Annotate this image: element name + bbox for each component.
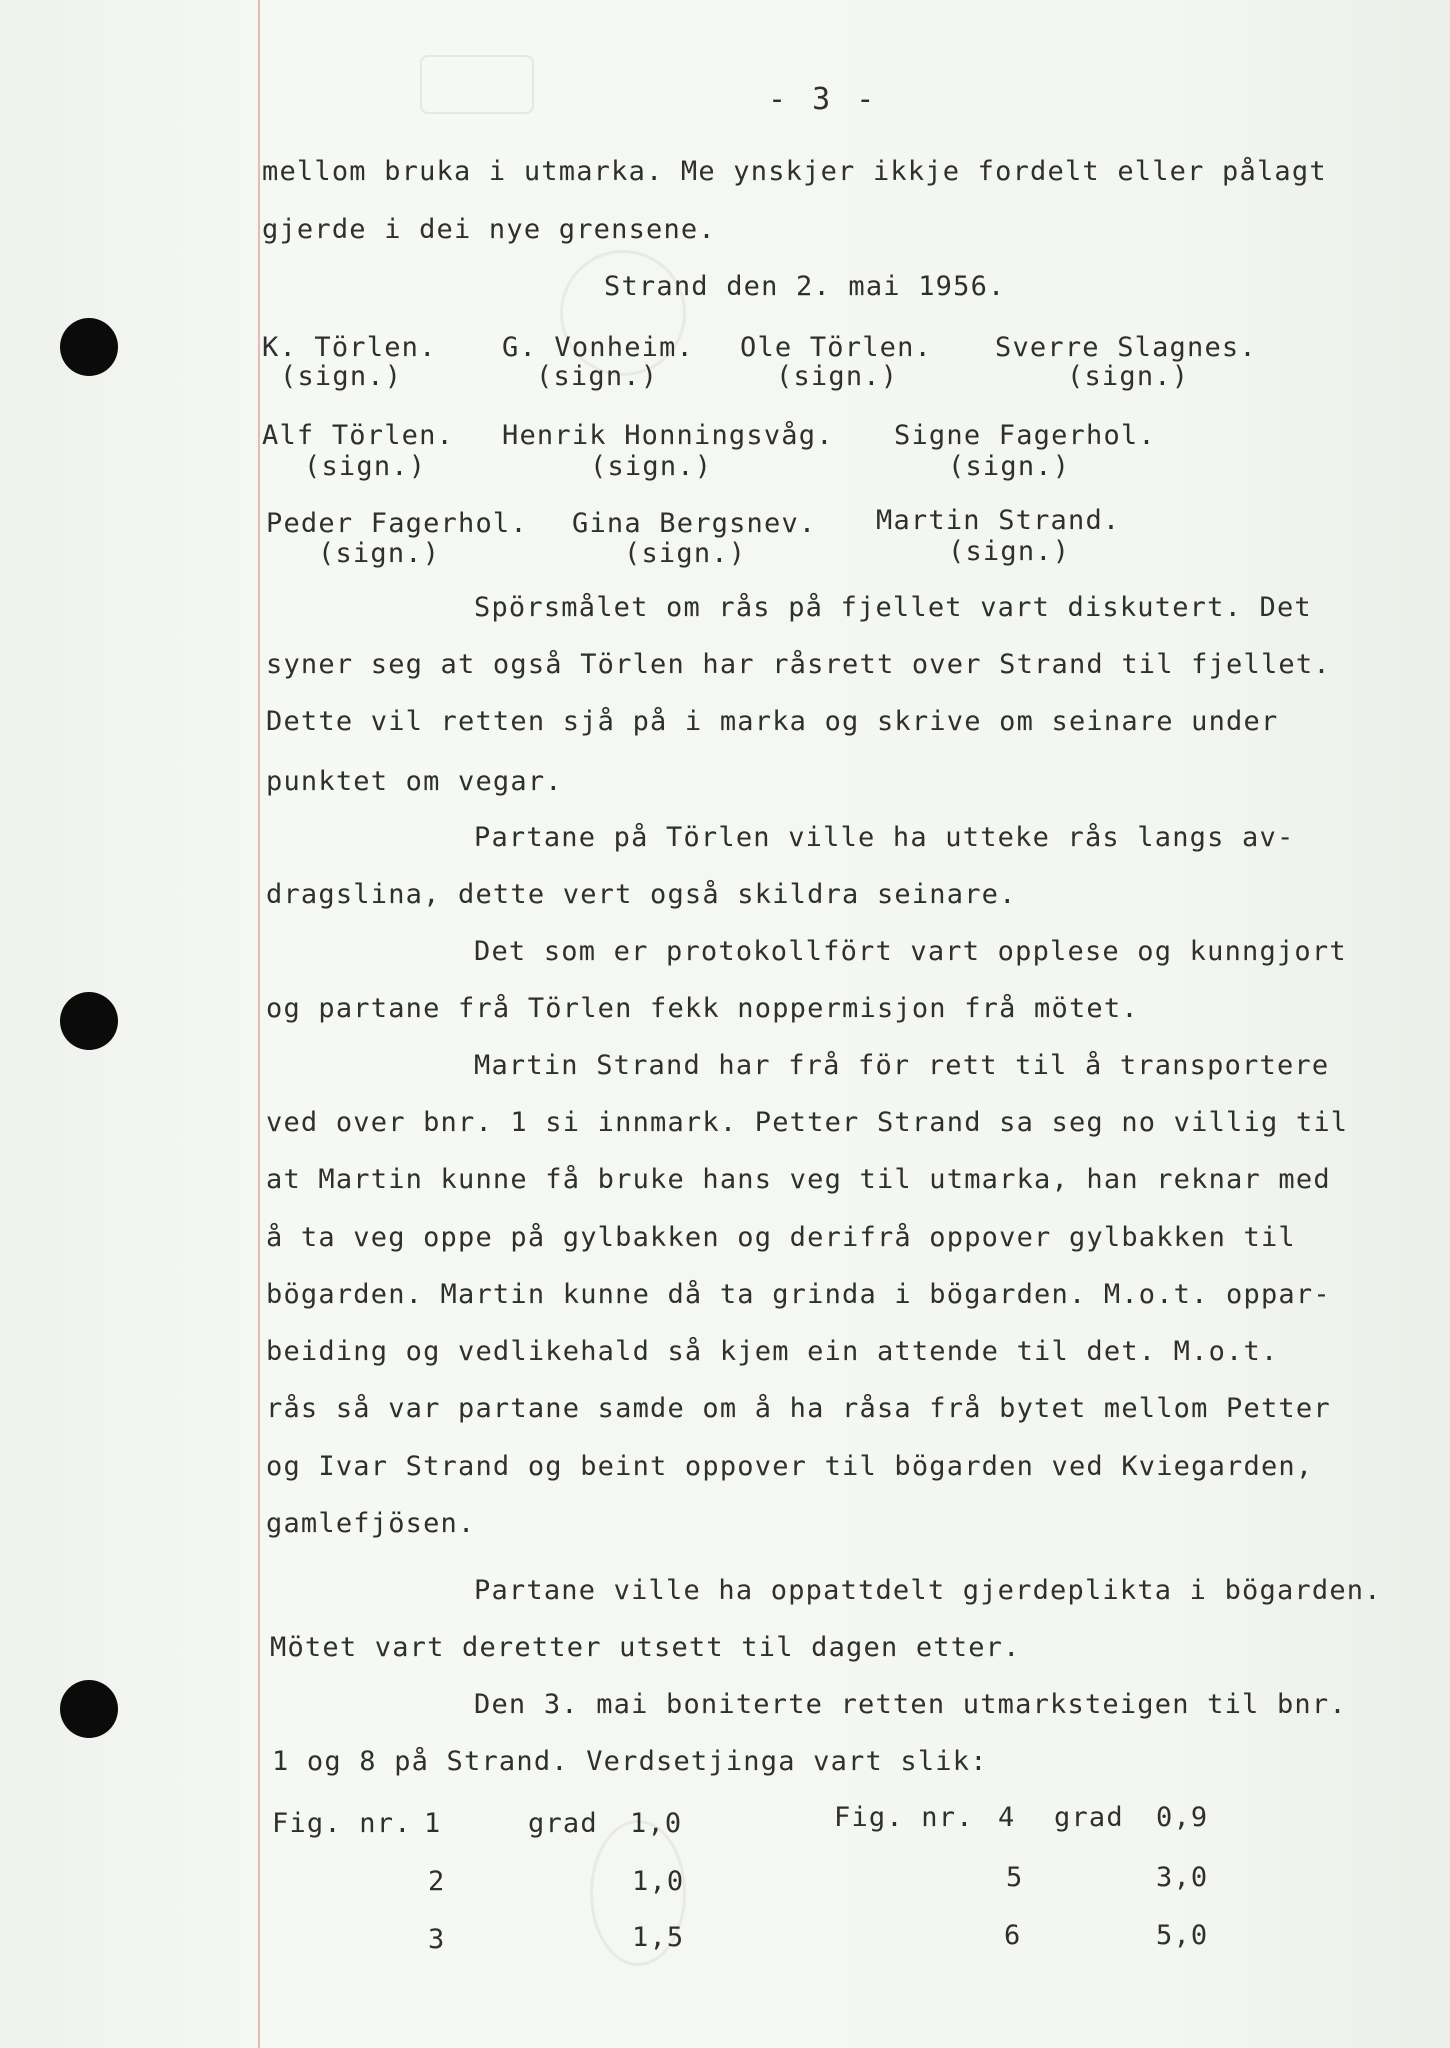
signature-mark: (sign.) — [280, 361, 403, 392]
text-line: at Martin kunne få bruke hans veg til utmarka, han reknar med — [266, 1164, 1331, 1195]
fig-number: 3 — [428, 1924, 446, 1955]
punch-hole — [60, 1680, 118, 1738]
fig-number: 2 — [428, 1866, 446, 1897]
text-line: å ta veg oppe på gylbakken og derifrå oppover gylbakken til — [266, 1222, 1296, 1253]
text-line: Mötet vart deretter utsett til dagen etter. — [270, 1632, 1021, 1663]
text-line: Dette vil retten sjå på i marka og skrive om seinare under — [266, 706, 1279, 737]
grad-label: grad — [528, 1808, 598, 1839]
fig-label: Fig. nr. — [834, 1802, 974, 1833]
signature-mark: (sign.) — [318, 538, 441, 569]
fig-number: 5 — [1006, 1862, 1024, 1893]
text-line: 1 og 8 på Strand. Verdsetjinga vart slik: — [272, 1746, 988, 1777]
text-line: ved over bnr. 1 si innmark. Petter Strand sa seg no villig til — [266, 1107, 1349, 1138]
text-line: Partane ville ha oppattdelt gjerdeplikta i bögarden. — [474, 1575, 1382, 1606]
signature-name: Sverre Slagnes. — [995, 332, 1257, 363]
punch-hole — [60, 992, 118, 1050]
text-line: gamlefjösen. — [266, 1508, 476, 1539]
signature-name: Gina Bergsnev. — [572, 508, 817, 539]
fig-number: 1 — [424, 1808, 442, 1839]
signature-mark: (sign.) — [590, 451, 713, 482]
signature-mark: (sign.) — [1067, 361, 1190, 392]
page-number: - 3 - — [768, 82, 879, 117]
grad-value: 0,9 — [1156, 1802, 1209, 1833]
text-line: beiding og vedlikehald så kjem ein attende til det. M.o.t. — [266, 1336, 1279, 1367]
grad-value: 3,0 — [1156, 1862, 1209, 1893]
text-line: dragslina, dette vert også skildra seinare. — [266, 879, 1017, 910]
signature-name: Peder Fagerhol. — [266, 508, 528, 539]
text-line: Den 3. mai boniterte retten utmarksteigen til bnr. — [474, 1689, 1347, 1720]
signature-name: K. Törlen. — [262, 332, 437, 363]
text-line: rås så var partane samde om å ha råsa frå bytet mellom Petter — [266, 1393, 1331, 1424]
margin-line — [258, 0, 260, 2048]
text-line: Partane på Törlen ville ha utteke rås langs av- — [474, 822, 1295, 853]
grad-value: 1,5 — [632, 1922, 685, 1953]
text-line: gjerde i dei nye grensene. — [262, 214, 716, 245]
date-line: Strand den 2. mai 1956. — [604, 271, 1006, 302]
text-line: og partane frå Törlen fekk noppermisjon frå mötet. — [266, 993, 1139, 1024]
grad-value: 1,0 — [632, 1866, 685, 1897]
signature-name: G. Vonheim. — [502, 332, 695, 363]
text-line: syner seg at også Törlen har råsrett over Strand til fjellet. — [266, 649, 1331, 680]
text-line: Det som er protokollfört vart opplese og kunngjort — [474, 936, 1347, 967]
text-line: Martin Strand har frå för rett til å transportere — [474, 1050, 1330, 1081]
signature-name: Ole Törlen. — [740, 332, 933, 363]
fig-number: 6 — [1004, 1920, 1022, 1951]
signature-mark: (sign.) — [304, 451, 427, 482]
signature-name: Henrik Honningsvåg. — [502, 420, 834, 451]
grad-value: 5,0 — [1156, 1920, 1209, 1951]
text-line: og Ivar Strand og beint oppover til bögarden ved Kviegarden, — [266, 1451, 1314, 1482]
fig-number: 4 — [998, 1802, 1016, 1833]
punch-hole — [60, 318, 118, 376]
signature-mark: (sign.) — [536, 361, 659, 392]
text-line: mellom bruka i utmarka. Me ynskjer ikkje fordelt eller pålagt — [262, 156, 1327, 187]
signature-name: Signe Fagerhol. — [894, 420, 1156, 451]
grad-label: grad — [1054, 1802, 1124, 1833]
signature-mark: (sign.) — [948, 451, 1071, 482]
signature-mark: (sign.) — [776, 361, 899, 392]
signature-mark: (sign.) — [624, 538, 747, 569]
text-line: punktet om vegar. — [266, 766, 563, 797]
text-line: Spörsmålet om rås på fjellet vart diskutert. Det — [474, 592, 1312, 623]
grad-value: 1,0 — [630, 1808, 683, 1839]
text-line: bögarden. Martin kunne då ta grinda i bögarden. M.o.t. oppar- — [266, 1279, 1331, 1310]
signature-mark: (sign.) — [948, 536, 1071, 567]
signature-name: Alf Törlen. — [262, 420, 455, 451]
fig-label: Fig. nr. — [272, 1808, 412, 1839]
faint-stamp — [420, 55, 534, 114]
signature-name: Martin Strand. — [876, 505, 1121, 536]
